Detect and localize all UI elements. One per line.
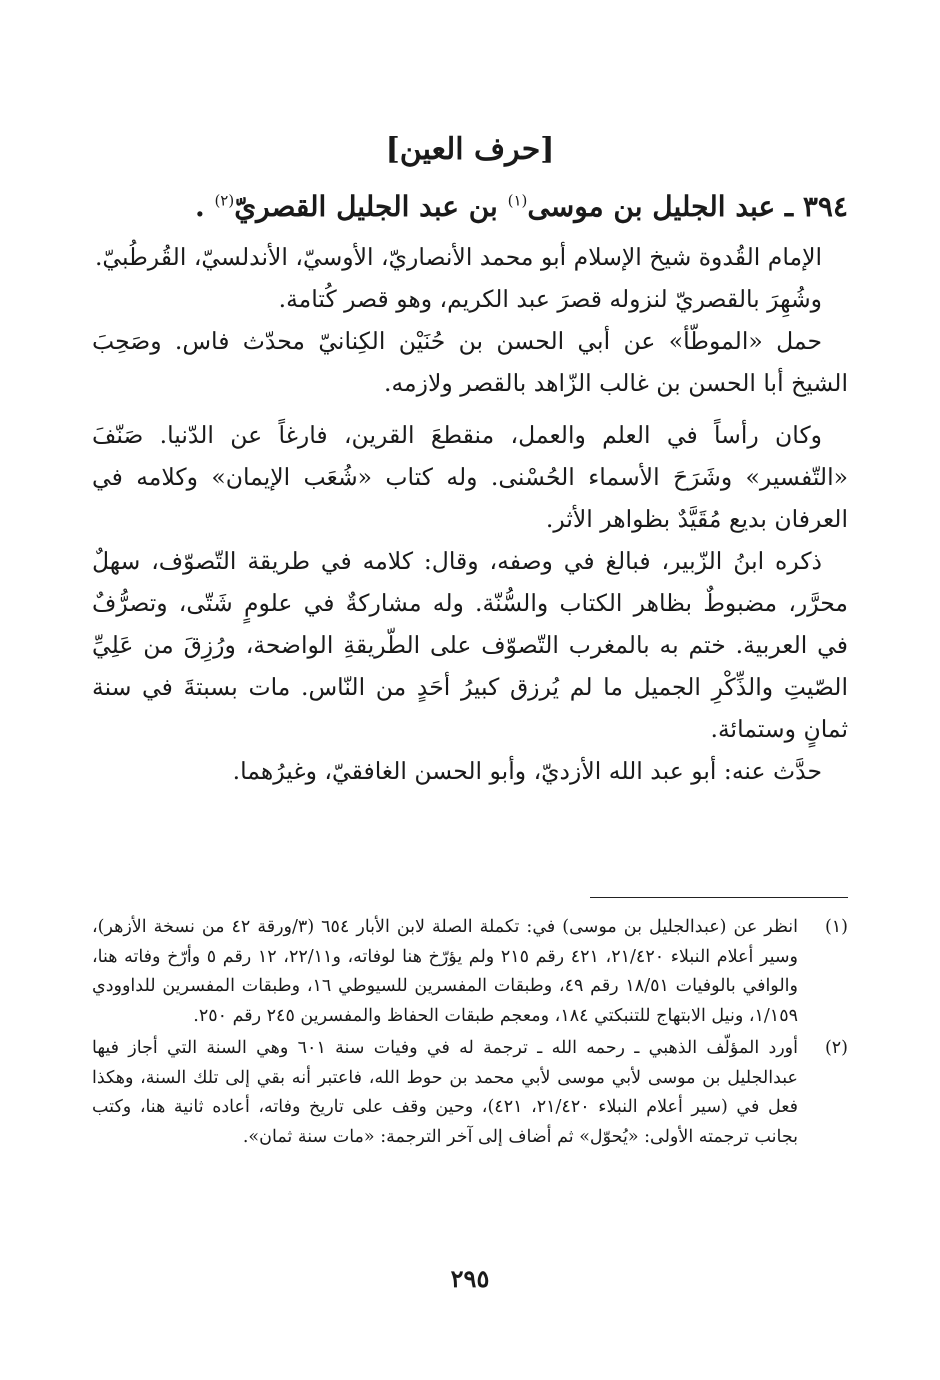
footnote-text: انظر عن (عبدالجليل بن موسى) في: تكملة الصلة لابن الأبار ٦٥٤ (٣/ورقة ٤٢ من نسخة الأزهر)، وسير أعلام النبلاء ٢١/٤٢٠، ٤٢١ رقم ٢١٥ ولم يؤرّخ هنا لوفاته، و٢٢/١١، ١٢ رقم ٥ وأرّخ وفاته هنا، والوافي بالوفيات ١٨/٥١ رقم ٤٩، وطبقات المفسرين للسيوطي ١٦، وطبقات المفسرين للداوودي ١/١٥٩، ونيل الابتهاج للتنبكتي ١٨٤، ومعجم طبقات الحفاظ والمفسرين ٢٤٥ رقم ٢٥٠. [92, 917, 799, 1026]
footnote-2 [92, 1034, 848, 1152]
paragraph: الإمام القُدوة شيخ الإسلام أبو محمد الأنصاريّ، الأوسيّ، الأندلسيّ، القُرطُبيّ. [94, 243, 822, 271]
footnote-1 [92, 913, 848, 1031]
entry-title [92, 190, 848, 223]
footnote-ref-1: (١) [507, 191, 528, 210]
paragraph: وكان رأساً في العلم والعمل، منقطعَ القرين، فارغاً عن الدّنيا. صَنّفَ «التّفسير» وشَرَحَ الأسماء الحُسْنى. وله كتاب «شُعَب الإيمان» وكلامه في العرفان بديع مُقَيَّدٌ بظواهر الأثر. [92, 421, 848, 533]
paragraph: حدَّث عنه: أبو عبد الله الأزديّ، وأبو الحسن الغافقيّ، وغيرُهما. [232, 757, 822, 785]
footnote-text: أورد المؤلّف الذهبي ـ رحمه الله ـ ترجمة له في وفيات سنة ٦٠١ وهي السنة التي أجاز فيها عبدالجليل بن موسى لأبي موسى لأبي محمد بن حوط الله، فاعتبر أنه بقي إلى تلك السنة، وهكذا فعل في (سير أعلام النبلاء ٢١/٤٢٠، ٤٢١)، وحين وقف على تاريخ وفاته، أعاده ثانية هنا، وكتب بجانب ترجمته الأولى: «يُحوّل» ثم أضاف إلى آخر الترجمة: «مات سنة ثمان». [92, 1038, 799, 1147]
entry-title-end: . [194, 190, 215, 223]
body-text [92, 236, 848, 792]
page-number: ٢٩٥ [450, 1264, 490, 1293]
paragraph: وشُهِرَ بالقصريّ لنزوله قصرَ عبد الكريم، وهو قصر كُتامة. [278, 285, 822, 313]
paragraph: حمل «الموطّأ» عن أبي الحسن بن حُنَيْن الكِنانيّ محدّث فاس. وصَحِبَ الشيخ أبا الحسن بن غالب الزّاهد بالقصر ولازمه. [92, 327, 848, 397]
entry-name: ٣٩٤ ـ عبد الجليل بن موسى [527, 190, 848, 223]
paragraph: ذكره ابنُ الزّبير، فبالغ في وصفه، وقال: كلامه في طريقة التّصوّف، سهلٌ محرَّر، مضبوطٌ بظاهر الكتاب والسُّنّة. وله مشاركةٌ في علومٍ شَتّى، وتصرُّفٌ في العربية. ختم به بالمغرب التّصوّف على الطّريقةِ الواضحة، ورُزِقَ من عَلِيِّ الصّيتِ والذِّكْرِ الجميل ما لم يُرزق كبيرُ أحَدٍ من النّاس. مات بسبتةَ في سنة ثمانٍ وستمائة. [92, 547, 848, 743]
footnotes [92, 913, 848, 1155]
footnote-divider [590, 897, 848, 898]
footnote-number: (٢) [824, 1038, 848, 1058]
footnote-number: (١) [824, 917, 848, 937]
entry-name-continued: بن عبد الجليل القصريّ [234, 190, 508, 223]
section-heading: [حرف العين] [385, 132, 555, 167]
footnote-ref-2: (٢) [214, 191, 235, 210]
